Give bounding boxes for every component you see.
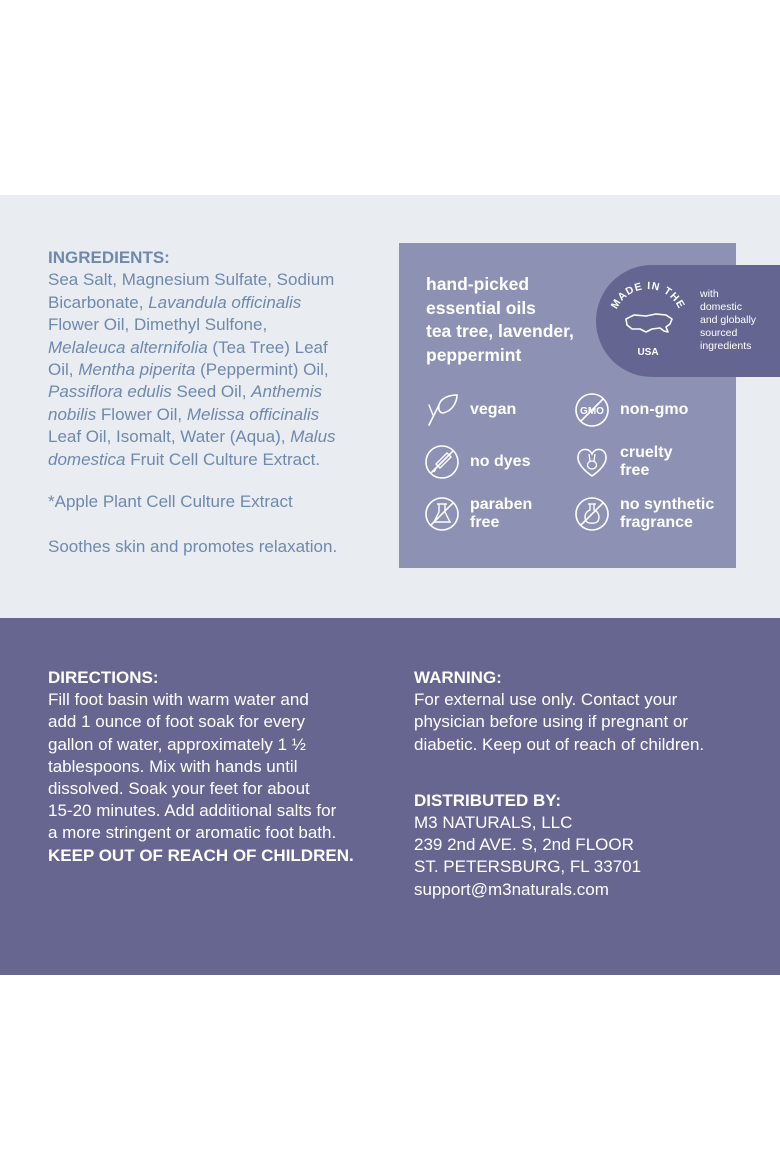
warning-line: diabetic. Keep out of reach of children. xyxy=(414,734,705,754)
ingredients-footnote: *Apple Plant Cell Culture Extract xyxy=(48,492,293,512)
oils-line: tea tree, lavender, xyxy=(426,321,574,341)
ingredient-line: Oil, Mentha piperita (Peppermint) Oil, xyxy=(48,360,329,380)
gmo-icon xyxy=(573,391,611,429)
feature-no-synthetic-fragrance xyxy=(573,495,714,533)
ingredient-line: Sea Salt, Magnesium Sulfate, Sodium xyxy=(48,270,335,290)
oils-line: hand-picked xyxy=(426,274,530,294)
distributor-line: ST. PETERSBURG, FL 33701 xyxy=(414,857,642,877)
sourced-line: domestic xyxy=(700,301,743,313)
bunny-heart-icon xyxy=(573,443,611,481)
usa-map-icon xyxy=(626,314,672,332)
directions-line: 15-20 minutes. Add additional salts for xyxy=(48,801,337,821)
feature-label: cruelty free xyxy=(620,444,673,479)
sourced-line: sourced xyxy=(700,327,738,339)
product-claim: Soothes skin and promotes relaxation. xyxy=(48,537,338,557)
sourced-line: with xyxy=(700,288,719,300)
svg-text:GMO: GMO xyxy=(580,406,604,417)
ingredient-line: Melaleuca alternifolia (Tea Tree) Leaf xyxy=(48,337,328,357)
flask-icon xyxy=(573,495,611,533)
ingredients-section xyxy=(0,195,780,618)
directions-line: a more stringent or aromatic foot bath. xyxy=(48,823,337,843)
feature-label: no dyes xyxy=(470,453,531,470)
svg-text:MADE IN THE xyxy=(609,280,688,311)
made-in-usa-seal-icon xyxy=(596,269,700,373)
warning-block xyxy=(414,667,754,901)
ingredient-line: Bicarbonate, Lavandula officinalis xyxy=(48,292,302,312)
keep-out-notice: KEEP OUT OF REACH OF CHILDREN. xyxy=(48,845,354,865)
directions-line: add 1 ounce of foot soak for every xyxy=(48,712,306,732)
directions-heading: DIRECTIONS: xyxy=(48,668,159,687)
oils-line: essential oils xyxy=(426,297,536,318)
ingredient-line: Passiflora edulis Seed Oil, Anthemis xyxy=(48,382,323,402)
ingredients-list xyxy=(48,269,378,471)
ingredients-heading: INGREDIENTS: xyxy=(48,248,170,267)
distributor-heading: DISTRIBUTED BY: xyxy=(414,790,562,810)
feature-label: paraben free xyxy=(470,496,533,531)
made-in-usa-badge xyxy=(596,265,780,377)
seal-bottom-text: USA xyxy=(637,347,659,358)
ingredient-line: Leaf Oil, Isomalt, Water (Aqua), Malus xyxy=(48,427,336,447)
sourced-line: and globally xyxy=(700,314,757,326)
feature-no-dyes xyxy=(423,443,530,481)
sourced-text xyxy=(700,288,780,353)
sourced-line: ingredients xyxy=(700,340,752,352)
warning-line: physician before using if pregnant or xyxy=(414,712,689,732)
dropper-icon xyxy=(423,443,461,481)
feature-vegan xyxy=(423,391,516,429)
warning-line: For external use only. Contact your xyxy=(414,690,678,710)
warning-heading: WARNING: xyxy=(414,668,502,687)
directions-line: Fill foot basin with warm water and xyxy=(48,690,309,710)
feature-panel xyxy=(399,243,757,568)
directions-section xyxy=(0,618,780,975)
flask-icon xyxy=(423,495,461,533)
ingredient-line: Flower Oil, Dimethyl Sulfone, xyxy=(48,315,268,335)
directions-line: dissolved. Soak your feet for about xyxy=(48,779,310,799)
ingredients-block xyxy=(48,247,378,559)
ingredient-line: nobilis Flower Oil, Melissa officinalis xyxy=(48,404,320,424)
distributor-line: 239 2nd AVE. S, 2nd FLOOR xyxy=(414,835,634,855)
ingredient-line: domestica Fruit Cell Culture Extract. xyxy=(48,449,321,469)
directions-block xyxy=(48,667,388,867)
leaf-icon xyxy=(423,391,461,429)
feature-label: no synthetic fragrance xyxy=(620,496,715,531)
seal-arc-text: MADE IN THE xyxy=(608,279,688,312)
oils-line: peppermint xyxy=(426,344,522,365)
feature-non-gmo xyxy=(573,391,688,429)
feature-label: non-gmo xyxy=(620,401,689,418)
feature-label: vegan xyxy=(470,401,517,418)
feature-paraben-free xyxy=(423,495,532,533)
directions-line: gallon of water, approximately 1 ½ xyxy=(48,734,306,754)
distributor-email[interactable]: support@m3naturals.com xyxy=(414,879,609,899)
directions-line: tablespoons. Mix with hands until xyxy=(48,756,298,776)
distributor-line: M3 NATURALS, LLC xyxy=(414,813,573,833)
feature-cruelty-free xyxy=(573,443,672,481)
